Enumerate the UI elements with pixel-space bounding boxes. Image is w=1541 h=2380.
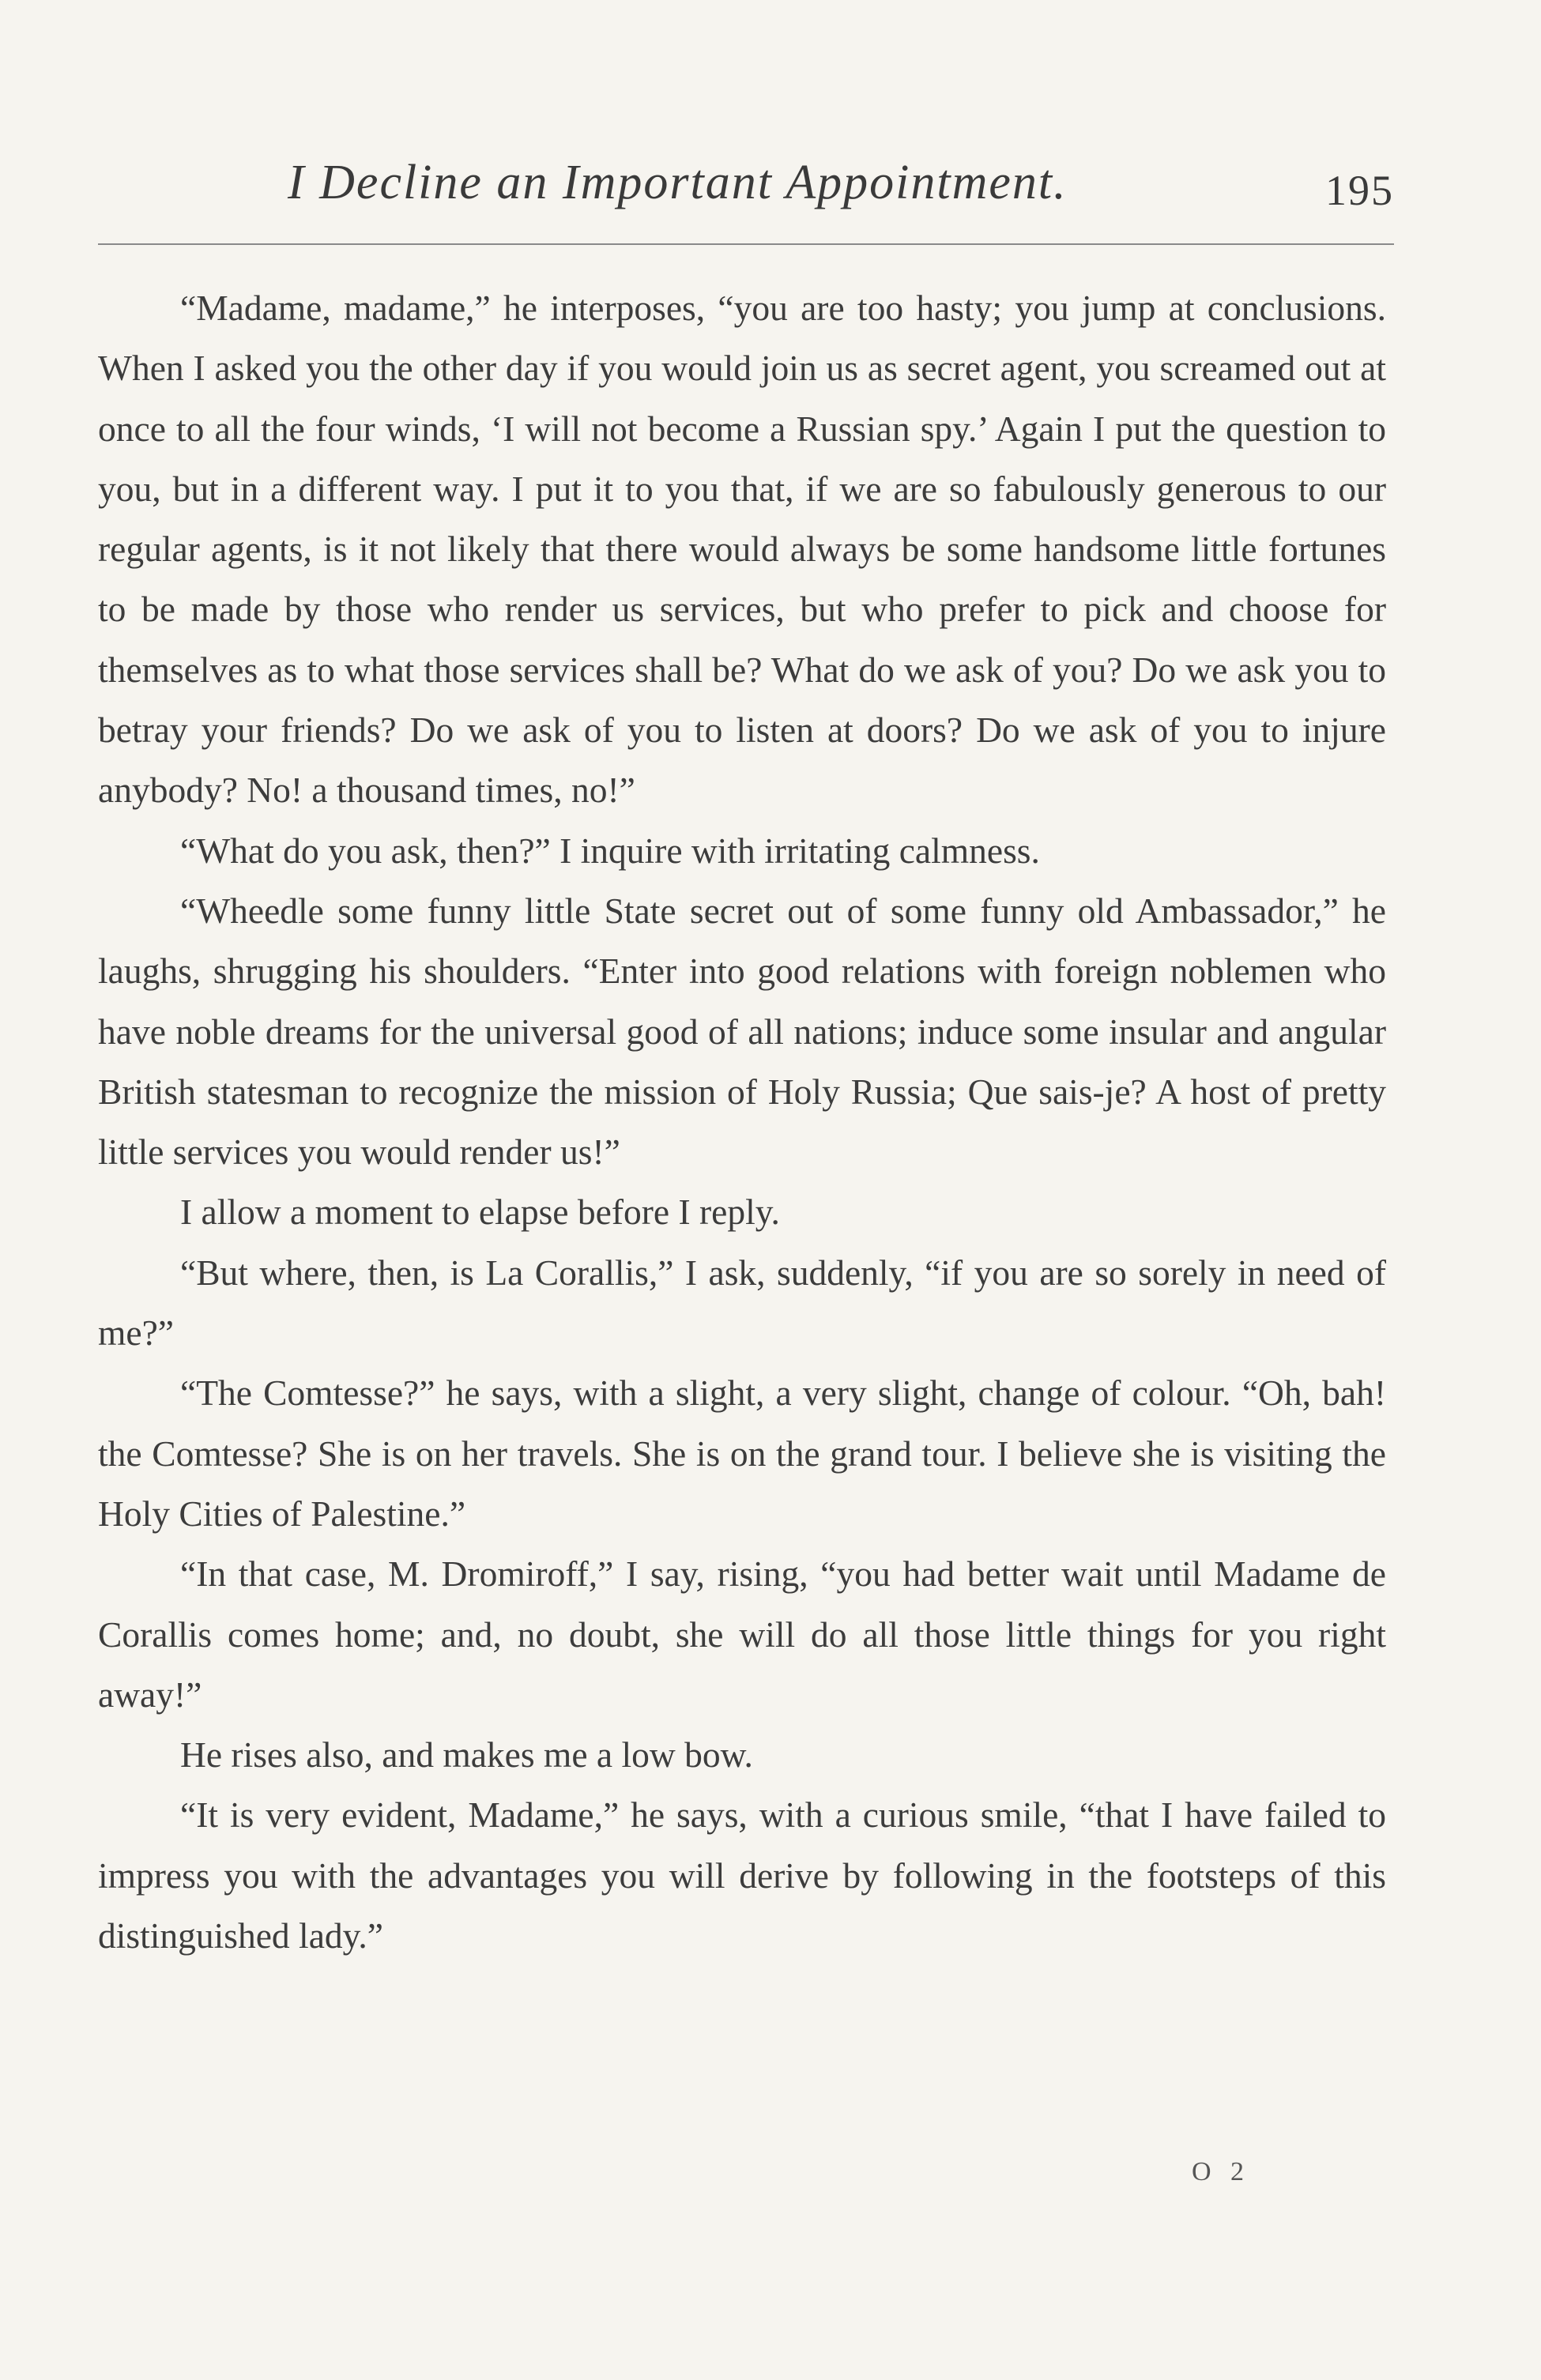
paragraph: “Madame, madame,” he interposes, “you are too hasty; you jump at conclusions. When I asked you the other day if you would join us as secret agent, you screamed out at once to all the four winds, ‘I will not become a Russian spy.’ Again I put the question to you, but in a different way. I put it to you that, if we are so fabulously generous to our regular agents, is it not likely that there would always be some handsome little fortunes to be made by those who render us services, but who prefer to pick and choose for themselves as to what those services shall be? What do we ask of you? Do we ask you to betray your friends? Do we ask of you to listen at doors? Do we ask of you to injure anybody? No! a thousand times, no!” [98, 288, 1386, 811]
signature-mark: O 2 [1192, 2157, 1251, 2186]
paragraph: He rises also, and makes me a low bow. [180, 1734, 753, 1776]
paragraph: “What do you ask, then?” I inquire with irritating calmness. [180, 830, 1040, 871]
paragraph: “Wheedle some funny little State secret out of some funny old Ambassador,” he laughs, shrugging his shoulders. “Enter into good relations with foreign noblemen who have noble dreams for the universal good of all nations; induce some insular and angular British statesman to recognize the mission of Holy Russia; Que sais-je? A host of pretty little services you would render us!” [98, 890, 1386, 1173]
paragraph: “But where, then, is La Corallis,” I ask, suddenly, “if you are so sorely in need of me?” [98, 1252, 1386, 1354]
page-header [98, 155, 1394, 226]
paragraph: “The Comtesse?” he says, with a slight, a very slight, change of colour. “Oh, bah! the Comtesse? She is on her travels. She is on the grand tour. I believe she is visiting the Holy Cities of Palestine.” [98, 1373, 1386, 1534]
paragraph: I allow a moment to elapse before I reply. [180, 1192, 780, 1233]
paragraph: “It is very evident, Madame,” he says, with a curious smile, “that I have failed to impress you with the advantages you will derive by following in the footsteps of this distinguished lady.” [98, 1794, 1386, 1956]
page-number: 195 [1325, 167, 1394, 214]
paragraph: “In that case, M. Dromiroff,” I say, rising, “you had better wait until Madame de Corallis comes home; and, no doubt, she will do all those little things for you right away!” [98, 1553, 1386, 1715]
running-title: I Decline an Important Appointment. [288, 156, 1068, 209]
header-rule [98, 243, 1394, 245]
body-text [98, 278, 1386, 1966]
